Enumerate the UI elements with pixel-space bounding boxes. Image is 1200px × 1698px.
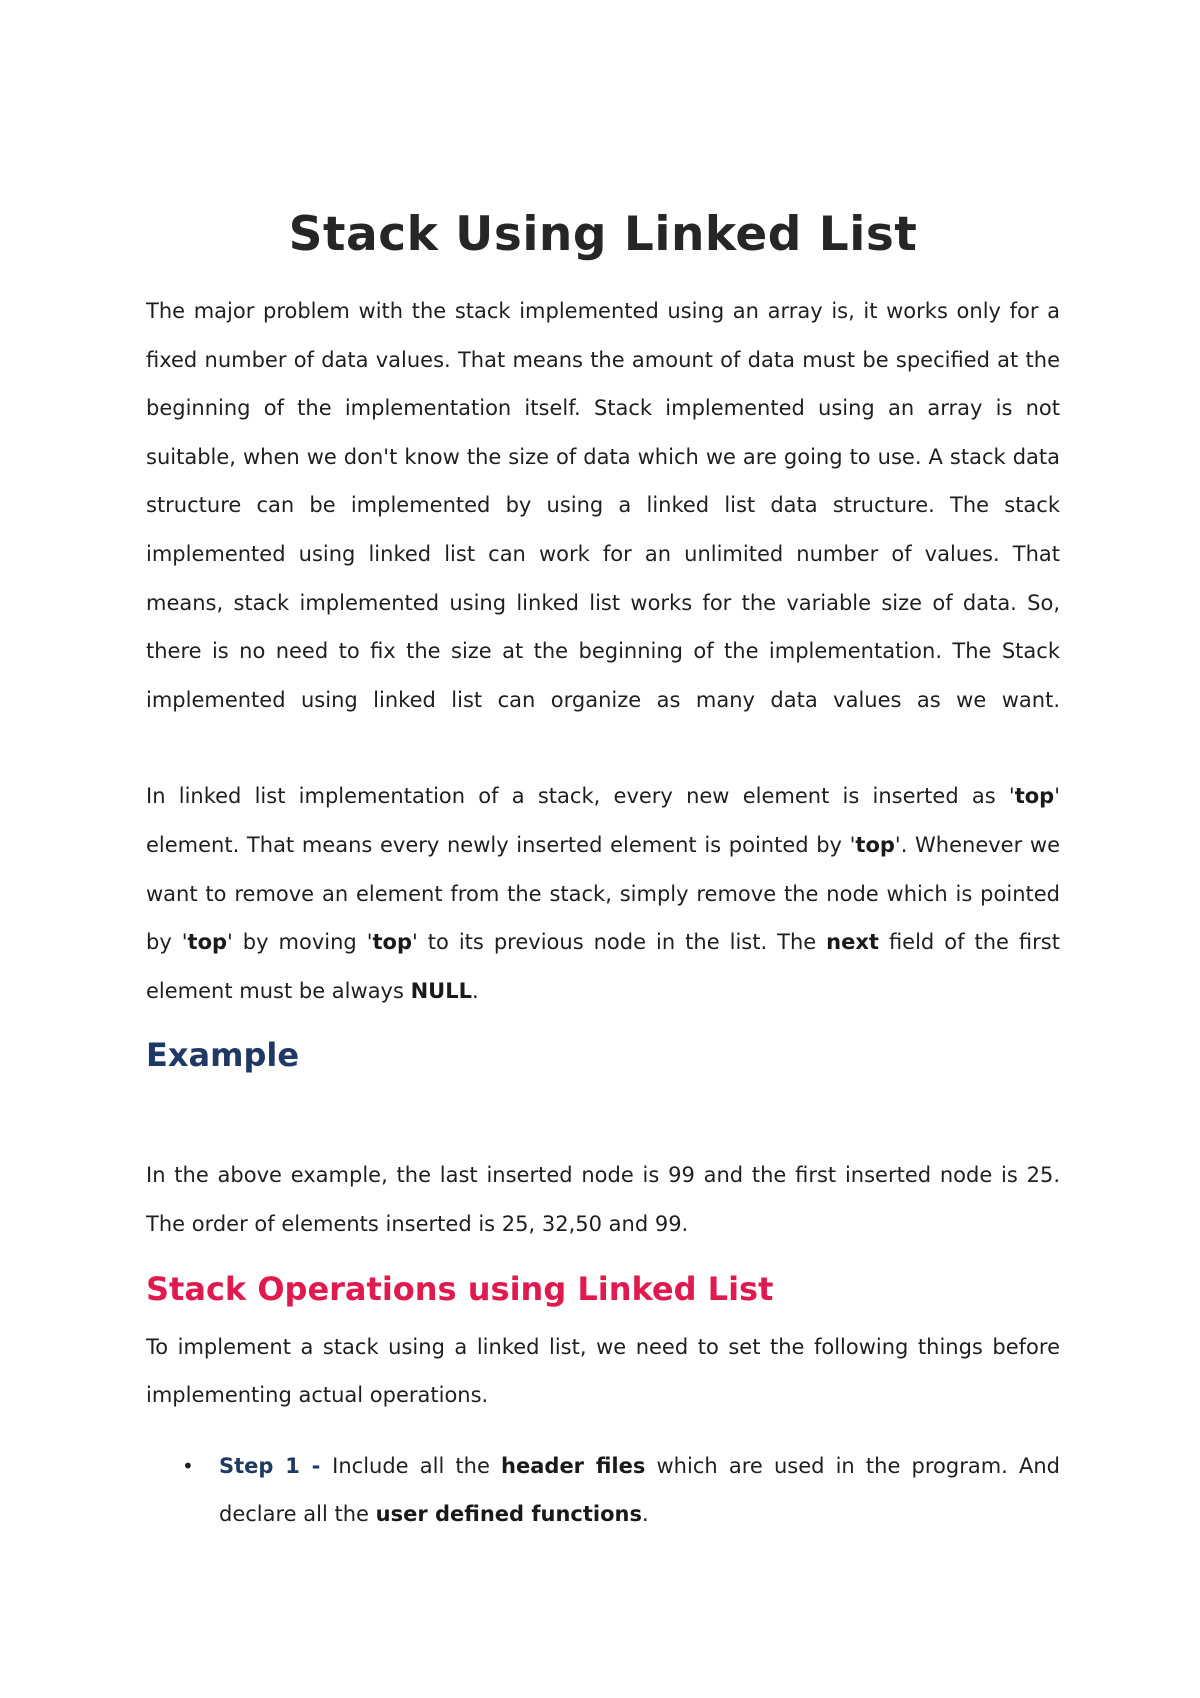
impl-top-keyword-4: top	[372, 930, 413, 955]
impl-null-keyword: NULL	[410, 978, 472, 1003]
impl-text-4: ' by moving '	[227, 930, 373, 955]
document-title: Stack Using Linked List	[288, 207, 918, 262]
example-heading: Example	[146, 1036, 300, 1075]
steps-list	[146, 1442, 1060, 1539]
intro-paragraph: The major problem with the stack implemented using an array is, it works only for a fixed number of data values. That means the amount of data must be specified at the beginning of the implementation itself. Stack implemented using an array is not suitable, when we don't know the size of data which we are going to use. A stack data structure can be implemented by using a linked list data structure. The stack implemented using linked list can work for an unlimited number of values. That means, stack implemented using linked list works for the variable size of data. So, there is no need to fix the size at the beginning of the implementation. The Stack implemented using linked list can organize as many data values as we want.	[146, 299, 1060, 712]
impl-text-3: '. Whenever we want to remove an element from the stack, simply remove the node which is pointed by '	[146, 832, 1060, 955]
impl-text-2: ' element. That means every newly inserted element is pointed by '	[146, 784, 1060, 857]
step-bold-user-functions: user defined functions	[375, 1502, 642, 1527]
document-content	[146, 205, 1060, 1539]
step-label: Step 1 -	[219, 1453, 333, 1478]
step-text-3: .	[641, 1502, 649, 1527]
paragraph-spacer	[146, 724, 1060, 772]
impl-text-6: field of the first element must be always	[146, 930, 1060, 1003]
step-text-2: which are used in the program. And declare all the	[219, 1453, 1060, 1527]
impl-text-1: In linked list implementation of a stack, every new element is inserted as '	[146, 784, 1015, 809]
impl-top-keyword-1: top	[1014, 784, 1055, 809]
impl-text-5: ' to its previous node in the list. The	[412, 930, 827, 955]
step-text-1: Include all the	[332, 1453, 502, 1478]
operations-heading: Stack Operations using Linked List	[146, 1269, 774, 1308]
impl-next-keyword: next	[826, 930, 879, 955]
bullet-icon: •	[182, 1453, 194, 1478]
example-spacer	[146, 1079, 1060, 1151]
example-paragraph: In the above example, the last inserted node is 99 and the first inserted node is 25. The order of elements inserted is 25, 32,50 and 99.	[146, 1163, 1060, 1236]
impl-top-keyword-3: top	[187, 930, 228, 955]
implementation-paragraph	[146, 772, 1060, 1015]
list-item	[146, 1442, 1060, 1539]
impl-text-7: .	[472, 978, 479, 1003]
step-bold-header-files: header files	[501, 1453, 646, 1478]
operations-intro-paragraph: To implement a stack using a linked list, we need to set the following things before implementing actual operations.	[146, 1334, 1060, 1408]
impl-top-keyword-2: top	[855, 832, 895, 857]
